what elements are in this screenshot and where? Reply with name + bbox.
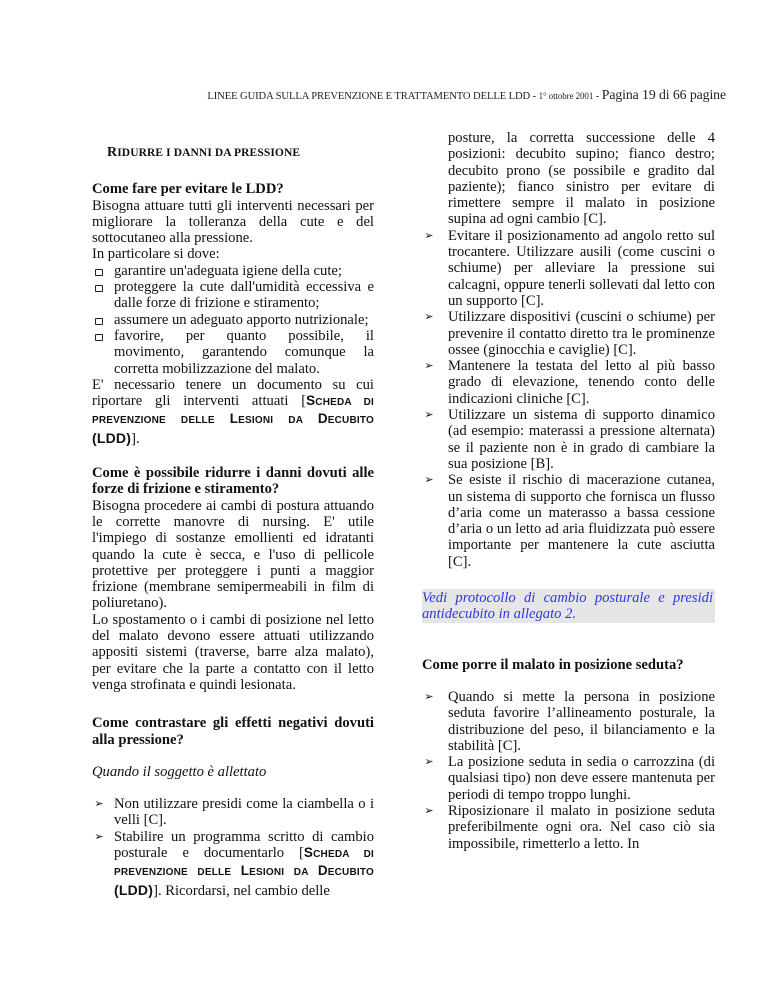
right-column (422, 130, 715, 852)
list-item (92, 796, 374, 829)
list-item-text: ]. (153, 882, 162, 899)
list-item (92, 829, 374, 901)
list-item-text: Ricordarsi, nel cambio delle (161, 882, 330, 899)
question-heading: Come porre il malato in posizione seduta? (422, 656, 684, 673)
square-bullet-icon (92, 328, 106, 345)
list-item (92, 328, 374, 377)
section-title-rest: IDURRE I DANNI DA PRESSIONE (117, 147, 301, 159)
arrow-bullet-icon: ➢ (424, 228, 434, 242)
section-title-initial: R (107, 145, 118, 160)
paragraph: Bisogna procedere ai cambi di postura attuando le corrette manovre di nursing. E' utile l'impiego di sostanze emollienti ed idratanti quando la cute è secca, e l'uso di pellicole protettive per proteggere i punti a maggior frizione (membrane semipermeabili in film di poliuretano). (92, 497, 374, 612)
arrow-bullet-icon: ➢ (424, 689, 434, 703)
paragraph: Bisogna attuare tutti gli interventi necessari per migliorare la tolleranza della cute e del sottocutaneo alla pressione. (92, 197, 374, 247)
list-item-text: Se esiste il rischio di macerazione cutanea, un sistema di supporto che fornisca un flusso d’aria come un materasso a bassa cessione d’aria o un letto ad aria fluidizzata può essere importante per mantenere la cute asciutta [C]. (448, 472, 715, 570)
list-item-text: Stabilire un programma scritto di cambio posturale e documentarlo [ (114, 828, 374, 861)
list-item-text: Utilizzare un sistema di supporto dinamico (ad esempio: materassi a pressione alternata) se il paziente non è in grado di cambiare la sua posizione [B]. (448, 407, 715, 472)
question-heading: Come contrastare gli effetti negativi dovuti alla pressione? (92, 715, 374, 748)
square-bullet-icon (92, 279, 106, 296)
square-bullet-icon (92, 263, 106, 280)
list-item (422, 309, 715, 358)
list-item-text: Utilizzare dispositivi (cuscini o schiume) per prevenire il contatto diretto tra le prominenze ossee (ginocchia e caviglie) [C]. (448, 309, 715, 358)
form-reference: SCHEDA DI PREVENZIONE DELLE LESIONI DA DECUBITO (LDD) (114, 844, 374, 898)
arrow-list (92, 796, 374, 901)
list-item (422, 803, 715, 852)
arrow-bullet-icon: ➢ (94, 797, 104, 811)
subheading: Quando il soggetto è allettato (92, 763, 267, 780)
checkbox-list (92, 263, 374, 377)
protocol-reference-note[interactable]: Vedi protocollo di cambio posturale e presidi antidecubito in allegato 2. (422, 590, 713, 623)
header-sep: - (593, 91, 602, 102)
list-item-text: assumere un adeguato apporto nutrizionale; (114, 311, 369, 328)
square-bullet-icon (92, 312, 106, 329)
list-item (92, 263, 374, 279)
paragraph (92, 377, 374, 449)
header-title: LINEE GUIDA SULLA PREVENZIONE E TRATTAMENTO DELLE LDD - (207, 91, 539, 102)
paragraph-text: ]. (131, 430, 140, 447)
arrow-bullet-icon: ➢ (424, 408, 434, 422)
question-heading: Come fare per evitare le LDD? (92, 181, 284, 198)
list-item (422, 358, 715, 407)
arrow-bullet-icon: ➢ (424, 803, 434, 817)
list-item-text: garantire un'adeguata igiene della cute; (114, 262, 342, 279)
list-item-text: favorire, per quanto possibile, il movimento, garantendo comunque la corretta mobilizzazione del malato. (114, 327, 374, 377)
list-item-text: Riposizionare il malato in posizione seduta preferibilmente ogni ora. Nel caso ciò sia impossibile, rimetterlo a letto. In (448, 802, 715, 852)
page-number: Pagina 19 di 66 pagine (601, 87, 726, 102)
list-item (92, 279, 374, 312)
question-heading: Come è possibile ridurre i danni dovuti alle forze di frizione e stiramento? (92, 465, 374, 498)
header-date: 1° ottobre 2001 (538, 91, 594, 101)
list-item (422, 472, 715, 570)
list-item (92, 312, 374, 328)
section-title (107, 145, 374, 161)
paragraph: Lo spostamento o i cambi di posizione nel letto del malato devono essere attuati utilizzando appositi sistemi (traverse, barre alza malato), per evitare che la parte a contatto con il letto venga strofinata e quindi lesionata. (92, 611, 374, 693)
continued-list-text: posture, la corretta successione delle 4 posizioni: decubito supino; fianco destro; decubito prono (se possibile e gradito dal paziente); fianco sinistro per evitare di rimettere sempre il malato in posizione supina ad ogni cambio [C]. (448, 130, 715, 228)
paragraph-text: E' necessario tenere un documento su cui riportare gli interventi attuati [ (92, 376, 374, 410)
form-reference: SCHEDA DI PREVENZIONE DELLE LESIONI DA DECUBITO (LDD) (92, 393, 374, 446)
arrow-bullet-icon: ➢ (94, 829, 104, 843)
list-item (422, 689, 715, 754)
arrow-list (422, 689, 715, 852)
arrow-bullet-icon: ➢ (424, 755, 434, 769)
running-header (0, 87, 726, 103)
list-item (422, 228, 715, 309)
arrow-bullet-icon: ➢ (424, 359, 434, 373)
left-column (92, 140, 374, 901)
list-item (422, 754, 715, 803)
list-item-text: proteggere la cute dall'umidità eccessiva e dalle forze di frizione e stiramento; (114, 279, 374, 312)
list-item-text: Evitare il posizionamento ad angolo retto sul trocantere. Utilizzare ausili (come cuscini o schiume) per alleviare la pressione sui calcagni, oppure tenerli sollevati dal letto con un supporto [C]. (448, 227, 715, 309)
list-item-text: Mantenere la testata del letto al più basso grado di elevazione, tenendo conto delle indicazioni cliniche [C]. (448, 358, 715, 407)
paragraph: In particolare si dove: (92, 246, 220, 263)
list-item (422, 407, 715, 472)
list-item-text: La posizione seduta in sedia o carrozzina (di qualsiasi tipo) non deve essere mantenuta per periodi di tempo troppo lunghi. (448, 754, 715, 803)
arrow-bullet-icon: ➢ (424, 310, 434, 324)
arrow-bullet-icon: ➢ (424, 473, 434, 487)
arrow-list (422, 228, 715, 570)
list-item-text: Quando si mette la persona in posizione seduta favorire l’allineamento posturale, la distribuzione del peso, il bilanciamento e la stabilità [C]. (448, 688, 715, 754)
list-item-text: Non utilizzare presidi come la ciambella o i velli [C]. (114, 796, 374, 829)
